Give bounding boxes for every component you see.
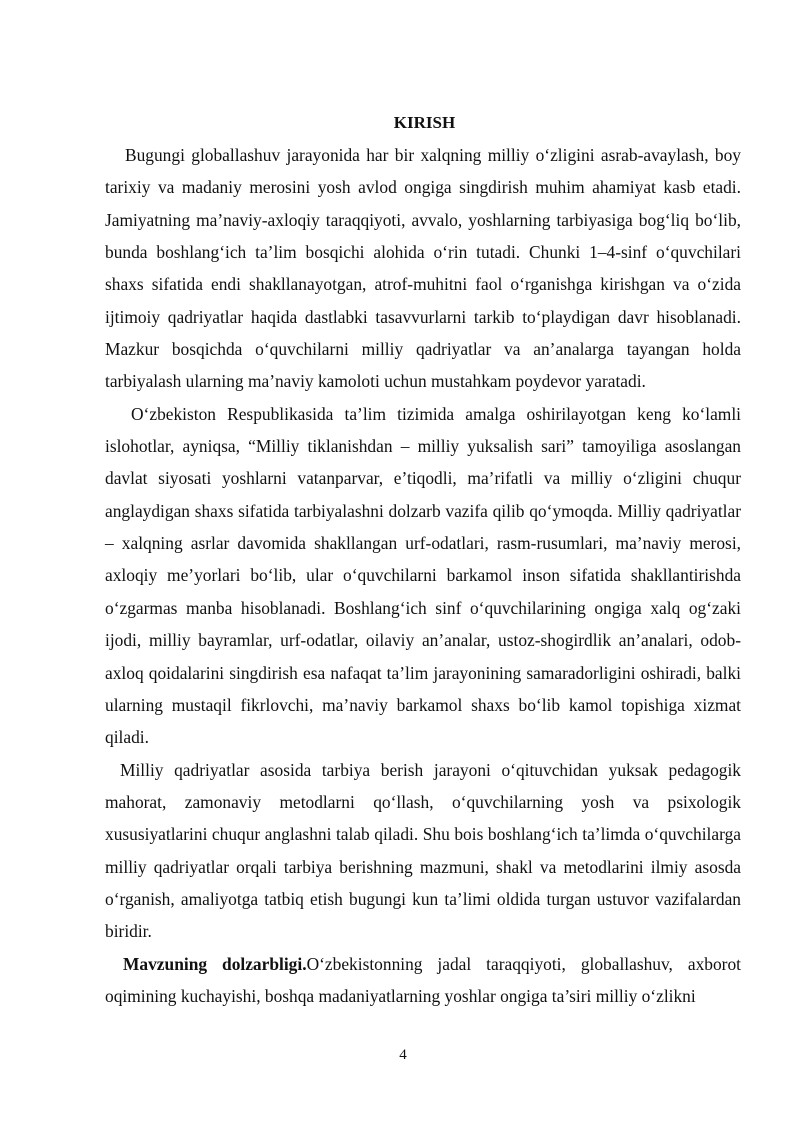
section-heading: KIRISH bbox=[393, 113, 456, 132]
paragraph-relevance bbox=[105, 948, 741, 1013]
page-number: 4 bbox=[399, 1047, 407, 1063]
paragraph-reforms: O‘zbekiston Respublikasida ta’lim tizimida amalga oshirilayotgan keng ko‘lamli islohotlar, ayniqsa, “Milliy tiklanishdan – milliy yuksalish sari” tamoyiliga asoslangan davlat siyosati yoshlarni vatanparvar, e’tiqodli, ma’rifatli va milliy o‘zligini chuqur anglaydigan shaxs sifatida tarbiyalashni dolzarb vazifa qilib qo‘ymoqda. Milliy qadriyatlar – xalqning asrlar davomida shakllangan urf-odatlari, rasm-rusumlari, ma’naviy merosi, axloqiy me’yorlari bo‘lib, ular o‘quvchilarni barkamol inson sifatida shakllantirishda o‘zgarmas manba hisoblanadi. Boshlang‘ich sinf o‘quvchilarining ongiga xalq og‘zaki ijodi, milliy bayramlar, urf-odatlar, oilaviy an’analar, ustoz-shogirdlik an’analari, odob-axloq qoidalarini singdirish esa nafaqat ta’lim jarayonining samaradorligini oshiradi, balki ularning mustaqil fikrlovchi, ma’naviy barkamol shaxs bo‘lib kamol topishiga xizmat qiladi. bbox=[105, 403, 741, 748]
relevance-lead: Mavzuning dolzarbligi. bbox=[123, 953, 307, 974]
relevance-text: O‘zbekistonning jadal taraqqiyoti, globallashuv, axborot oqimining kuchayishi, boshqa madaniyatlarning yoshlar ongiga ta’siri milliy o‘zlikni bbox=[105, 953, 741, 1006]
paragraph-upbringing-process: Milliy qadriyatlar asosida tarbiya berish jarayoni o‘qituvchidan yuksak pedagogik mahorat, zamonaviy metodlarni qo‘llash, o‘quvchilarning yosh va psixologik xususiyatlarini chuqur anglashni talab qiladi. Shu bois boshlang‘ich ta’limda o‘quvchilarga milliy qadriyatlar orqali tarbiya berishning mazmuni, shakl va metodlarini ilmiy asosda o‘rganish, amaliyotga tatbiq etish bugungi kun ta’limi oldida turgan ustuvor vazifalardan biridir. bbox=[105, 759, 741, 942]
document-page bbox=[105, 107, 741, 1012]
paragraph-introduction: Bugungi globallashuv jarayonida har bir xalqning milliy o‘zligini asrab-avaylash, boy tarixiy va madaniy merosini yosh avlod ongiga singdirish muhim ahamiyat kasb etadi. Jamiyatning ma’naviy-axloqiy taraqqiyoti, avvalo, yoshlarning tarbiyasiga bog‘liq bo‘lib, bunda boshlang‘ich ta’lim bosqichi alohida o‘rin tutadi. Chunki 1–4-sinf o‘quvchilari shaxs sifatida endi shakllanayotgan, atrof-muhitni faol o‘rganishga kirishgan va o‘zida ijtimoiy qadriyatlar haqida dastlabki tasavvurlarni tarkib to‘playdigan davr hisoblanadi. Mazkur bosqichda o‘quvchilarni milliy qadriyatlar va an’analarga tayangan holda tarbiyalash ularning ma’naviy kamoloti uchun mustahkam poydevor yaratadi. bbox=[105, 145, 741, 392]
